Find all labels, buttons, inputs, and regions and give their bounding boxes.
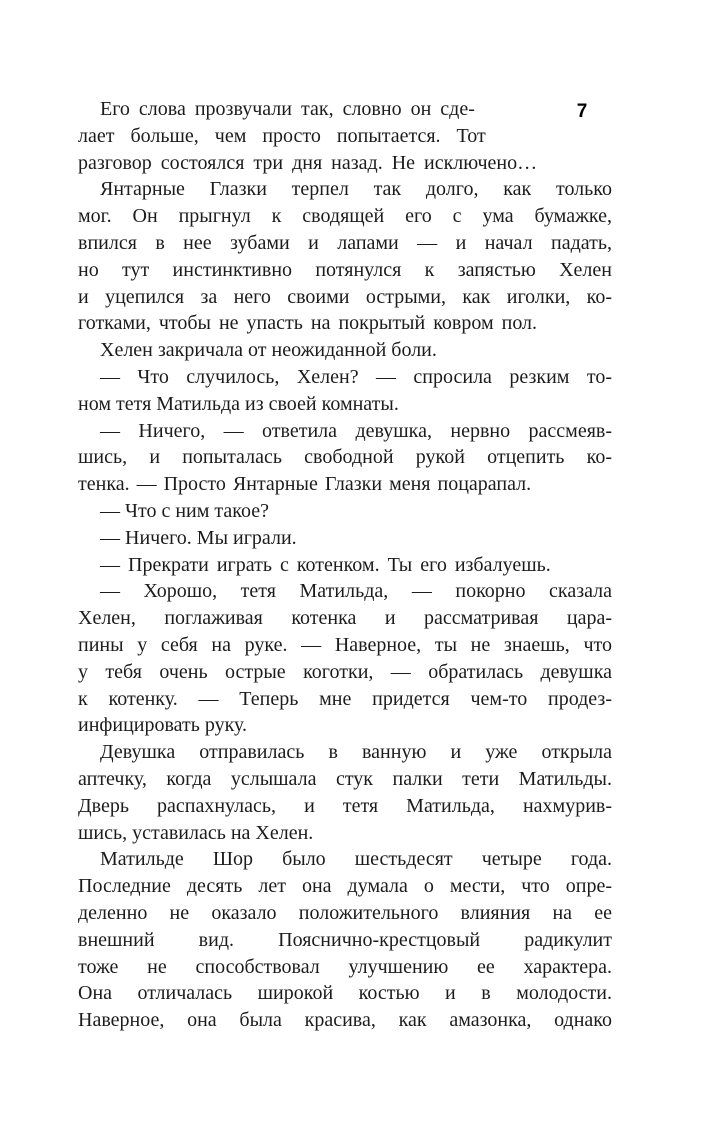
- text-line: Дверь распахнулась, и тетя Матильда, нахмурив-: [78, 794, 612, 817]
- text-line: — Хорошо, тетя Матильда, — покорно сказала: [100, 580, 612, 603]
- text-line: Она отличалась широкой костью и в молодости.: [78, 982, 612, 1005]
- text-line: лает больше, чем просто попытается. Тот: [78, 124, 486, 147]
- text-line: инфицировать руку.: [78, 714, 248, 737]
- text-line: Его слова прозвучали так, словно он сде-: [100, 98, 475, 120]
- text-line: — Что с ним такое?: [100, 499, 269, 522]
- text-line: Матильде Шор было шестьдесят четыре года.: [100, 848, 612, 871]
- text-line: аптечку, когда услышала стук палки тети Матильды.: [78, 767, 612, 790]
- text-line: тоже не способствовал улучшению ее характера.: [78, 955, 612, 978]
- text-line: готками, чтобы не упасть на покрытый ковром пол.: [78, 312, 538, 335]
- text-line: — Ничего. Мы играли.: [100, 526, 297, 549]
- text-line: — Что случилось, Хелен? — спросила резким то-: [100, 365, 612, 388]
- page-number: 7: [576, 101, 588, 122]
- text-line: впился в нее зубами и лапами — и начал падать,: [78, 231, 612, 254]
- text-line: тенка. — Просто Янтарные Глазки меня поцарапал.: [78, 473, 532, 496]
- text-line: деленно не оказало положительного влияния на ее: [78, 901, 612, 924]
- text-column: [78, 96, 612, 1034]
- text-line: Янтарные Глазки терпел так долго, как только: [100, 178, 612, 201]
- text-line: мог. Он прыгнул к сводящей его с ума бумажке,: [78, 205, 612, 228]
- text-line: — Ничего, — ответила девушка, нервно рассмеяв-: [100, 419, 612, 442]
- text-line: разговор состоялся три дня назад. Не исключено…: [78, 151, 538, 174]
- text-line: и уцепился за него своими острыми, как иголки, ко-: [78, 285, 612, 308]
- text-line: внешний вид. Пояснично-крестцовый радикулит: [78, 928, 612, 951]
- text-line: шись, и попыталась свободной рукой отцепить ко-: [78, 446, 612, 469]
- text-line: — Прекрати играть с котенком. Ты его избалуешь.: [100, 553, 551, 576]
- text-line: у тебя очень острые коготки, — обратилась девушка: [78, 660, 612, 683]
- text-line: Последние десять лет она думала о мести, что опре-: [78, 875, 612, 898]
- text-line: шись, уставилась на Хелен.: [78, 821, 314, 844]
- text-line: пины у себя на руке. — Наверное, ты не знаешь, что: [78, 633, 612, 656]
- text-line: Хелен закричала от неожиданной боли.: [100, 339, 437, 362]
- text-line: Девушка отправилась в ванную и уже открыла: [100, 741, 612, 764]
- text-line: Хелен, поглаживая котенка и рассматривая цара-: [78, 607, 612, 630]
- text-line: ном тетя Матильда из своей комнаты.: [78, 392, 399, 415]
- text-line: но тут инстинктивно потянулся к запястью Хелен: [78, 258, 612, 281]
- text-line: Наверное, она была красива, как амазонка, однако: [78, 1009, 612, 1032]
- text-line: к котенку. — Теперь мне придется чем-то продез-: [78, 687, 612, 710]
